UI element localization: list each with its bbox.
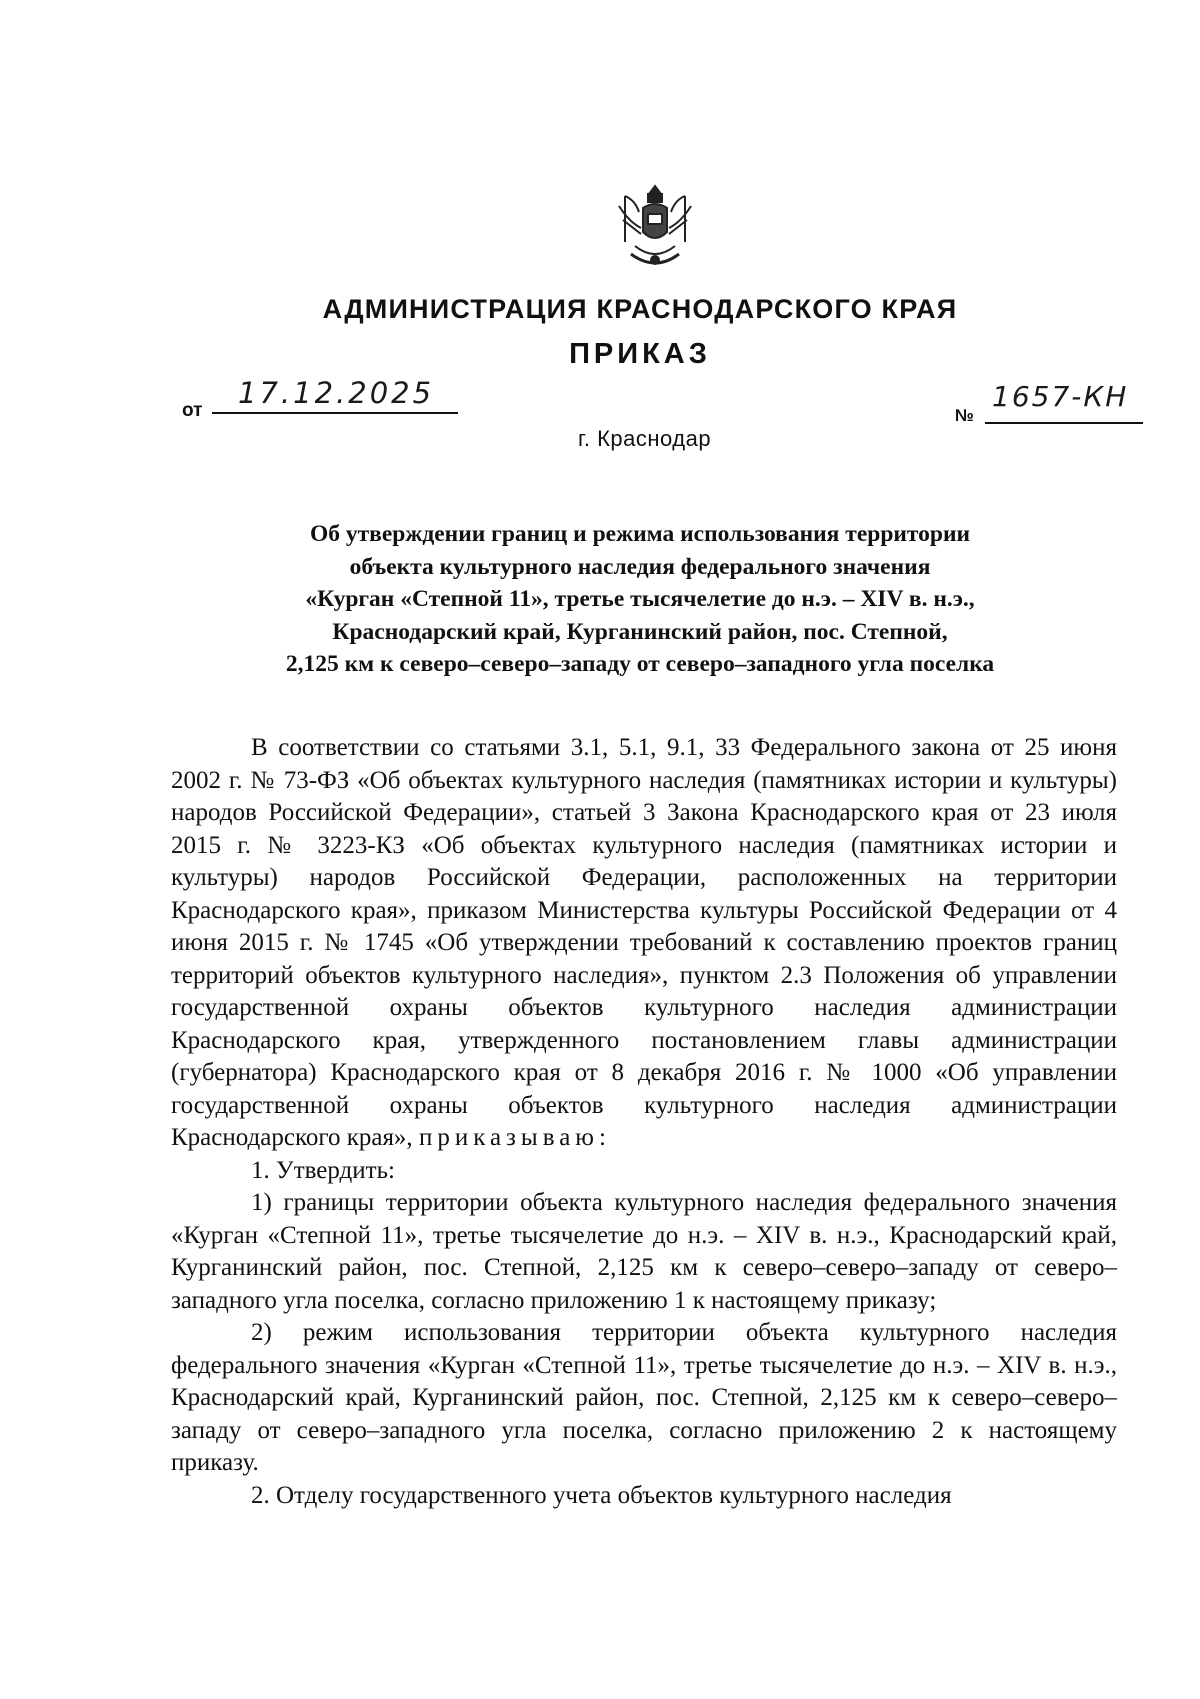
- number-label: №: [955, 406, 974, 425]
- preamble-text: В соответствии со статьями 3.1, 5.1, 9.1, 33 Федерального закона от 25 июня 2002 г. № 73-ФЗ «Об объектах культурного наследия (памятниках истории и культуры) народов Российской Федерации», статьей 3 Закона Краснодарского края от 23 июля 2015 г. № 3223-КЗ «Об объектах культурного наследия (памятниках истории и культуры) народов Российской Федерации, расположенных на территории Краснодарского края», приказом Министерства культуры Российской Федерации от 4 июня 2015 г. № 1745 «Об утверждении требований к составлению проектов границ территорий объектов культурного наследия», пунктом 2.3 Положения об управлении государственной охраны объектов культурного наследия администрации Краснодарского края, утвержденного постановлением главы администрации (губернатора) Краснодарского края от 8 декабря 2016 г. № 1000 «Об управлении государственной охраны объектов культурного наследия администрации Краснодарского края»,: [171, 734, 1117, 1151]
- document-type: ПРИКАЗ: [569, 338, 711, 370]
- organization-name: АДМИНИСТРАЦИЯ КРАСНОДАРСКОГО КРАЯ: [322, 294, 958, 324]
- title-line: Об утверждении границ и режима использования территории: [309, 521, 971, 547]
- date-value: 17.12.2025: [238, 376, 435, 410]
- title-line: объекта культурного наследия федерального значения: [349, 553, 931, 580]
- date-label: от: [182, 400, 203, 421]
- item-1-2: 2) режим использования территории объекта культурного наследия федерального значения «Курган «Степной 11», третье тысячелетие до н.э. – XIV в. н.э., Краснодарский край, Курганинский район, пос. Степной, 2,125 км к северо–северо–западу от северо–западного угла поселка, согласно приложению 2 к настоящему приказу.: [171, 1319, 1117, 1476]
- order-word: приказываю:: [418, 1124, 611, 1151]
- item-1: 1. Утвердить:: [251, 1156, 395, 1184]
- document-title: [180, 518, 1100, 681]
- item-2: 2. Отделу государственного учета объектов культурного наследия: [251, 1481, 952, 1509]
- city: г. Краснодар: [578, 426, 712, 451]
- title-line: Краснодарский край, Курганинский район, пос. Степной,: [332, 618, 948, 645]
- title-line: «Курган «Степной 11», третье тысячелетие до н.э. – XIV в. н.э.,: [305, 586, 975, 613]
- preamble-paragraph: [171, 732, 1117, 1155]
- item-1-1: 1) границы территории объекта культурного наследия федерального значения «Курган «Степной 11», третье тысячелетие до н.э. – XIV в. н.э., Краснодарский край, Курганинский район, пос. Степной, 2,125 км к северо–северо–западу от северо–западного угла поселка, согласно приложению 1 к настоящему приказу;: [171, 1189, 1117, 1314]
- number-value: 1657-КН: [992, 380, 1129, 413]
- coat-of-arms-icon: [615, 182, 695, 278]
- title-line: 2,125 км к северо–северо–западу от северо–западного угла поселка: [285, 651, 995, 678]
- document-body: [171, 732, 1117, 1512]
